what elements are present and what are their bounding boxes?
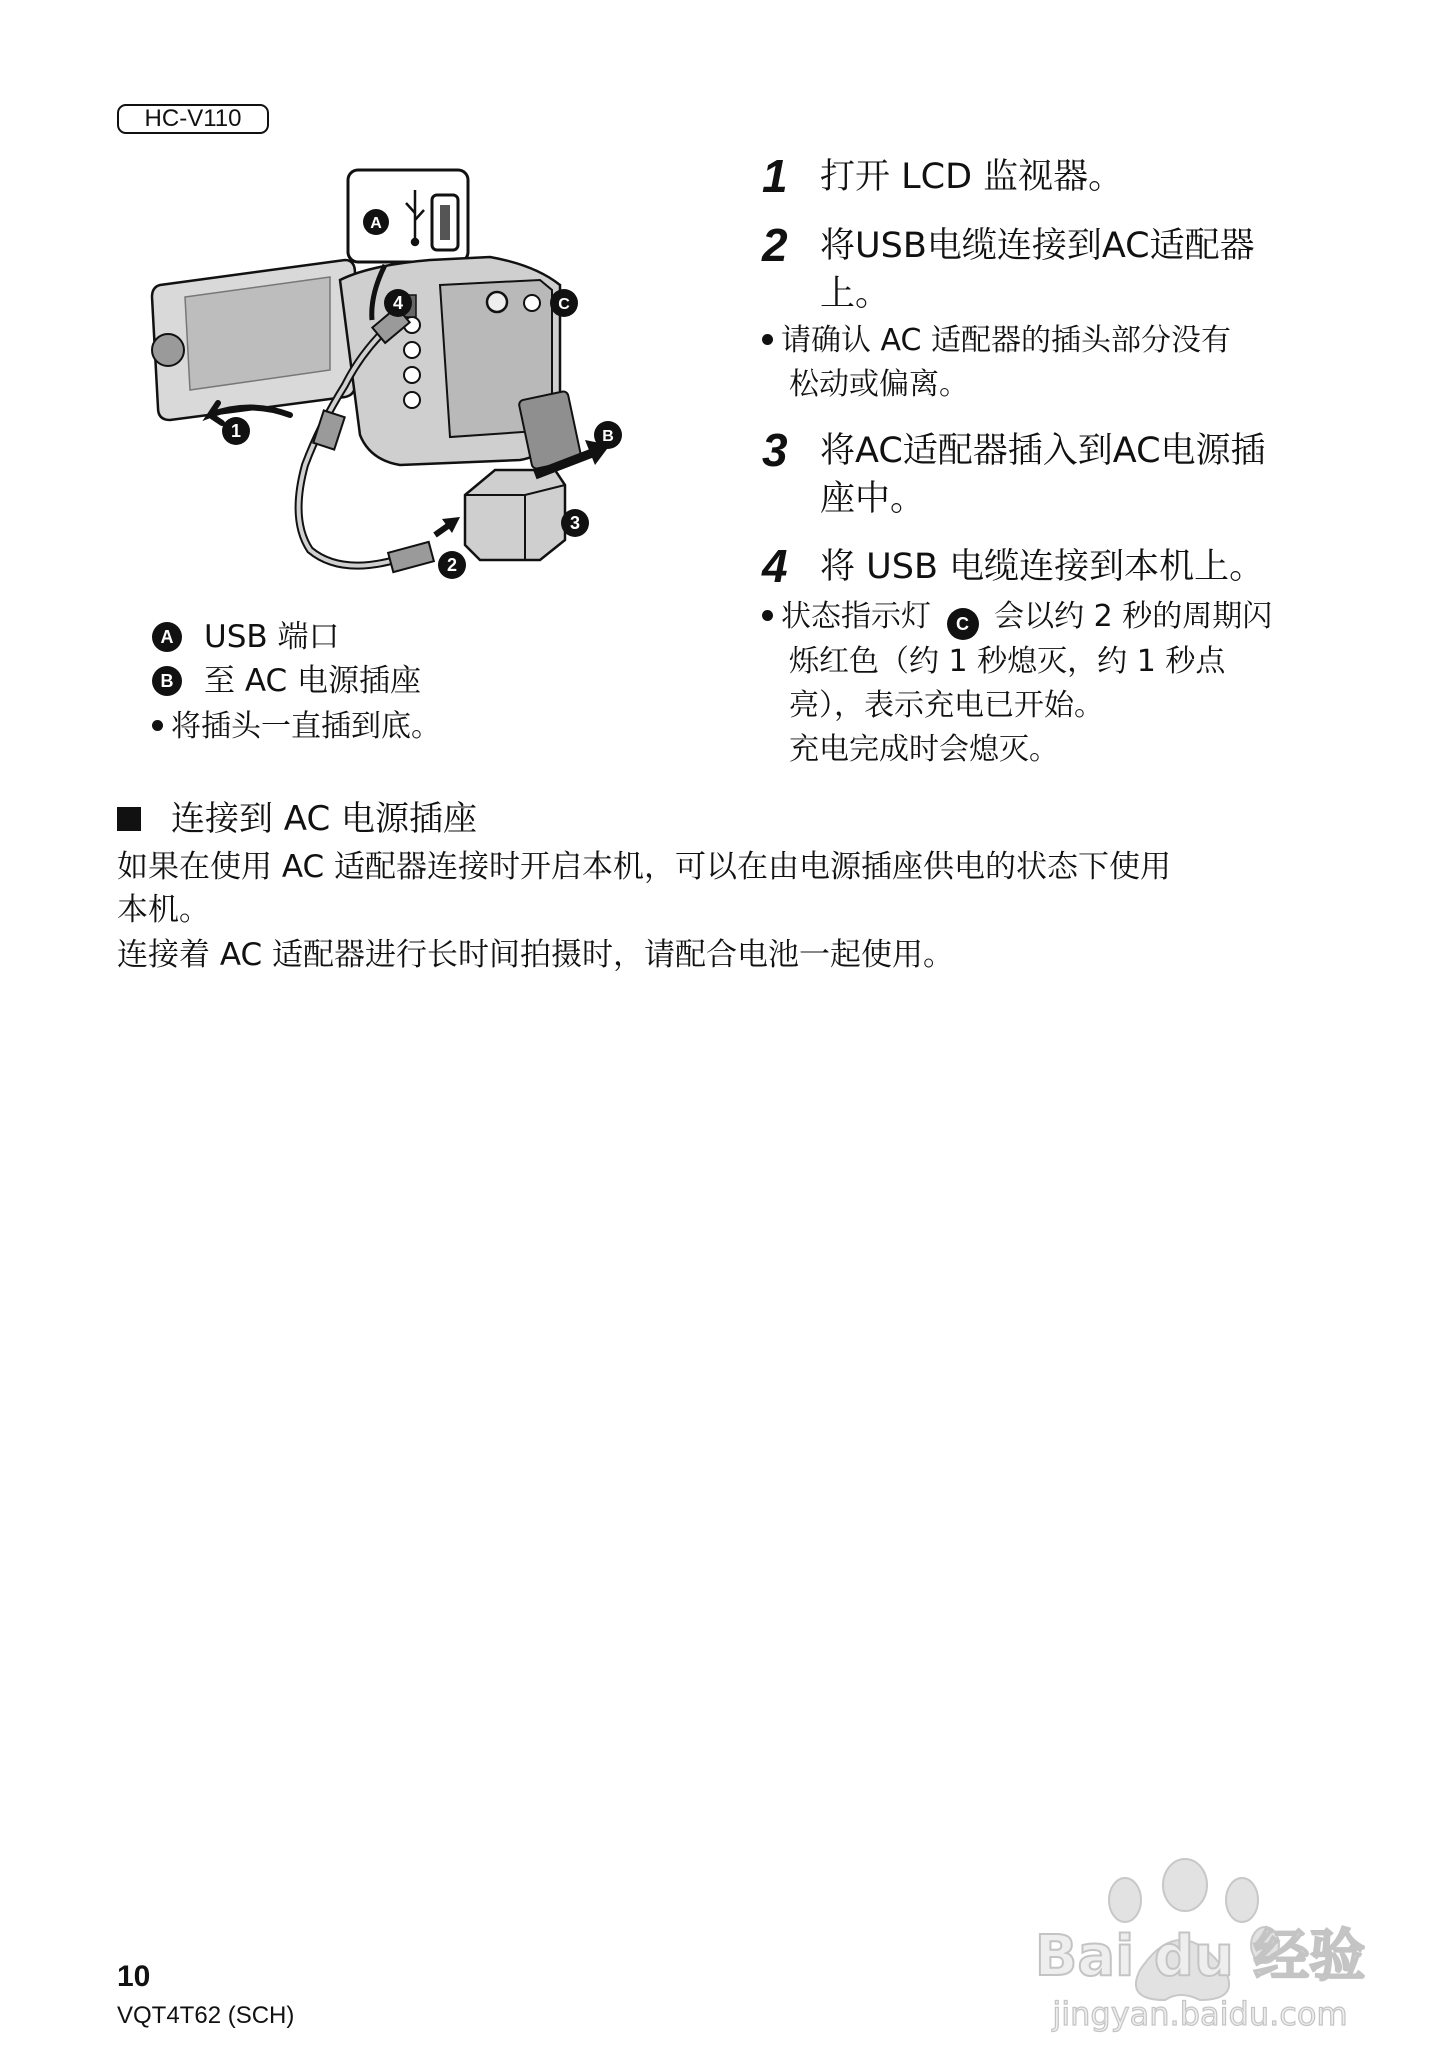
baidu-watermark-logo	[1030, 1840, 1370, 2040]
step-4-text: 将 USB 电缆连接到本机上。	[820, 547, 1265, 587]
badge-b: B	[152, 666, 182, 696]
step-2-note	[762, 319, 1362, 407]
section-paragraph-2: 连接着 AC 适配器进行长时间拍摄时，请配合电池一起使用。	[117, 937, 955, 973]
camera-connection-illustration	[140, 165, 700, 605]
bullet-dot	[152, 720, 163, 731]
step-4-note	[762, 595, 1362, 772]
step-1-number: 1	[762, 150, 788, 202]
caption-note	[152, 705, 441, 749]
marker-2: 2	[446, 555, 458, 575]
ac-adapter	[465, 470, 565, 560]
step-3	[762, 424, 1266, 523]
caption-usb-port-text: USB 端口	[204, 619, 340, 655]
page-number: 10	[117, 1960, 151, 1993]
model-tag: HC-V110	[117, 104, 269, 134]
step-1-text: 打开 LCD 监视器。	[820, 157, 1124, 197]
step-4-note-line-3: 亮），表示充电已开始。	[789, 688, 1104, 723]
caption-usb-port	[152, 617, 340, 657]
watermark-url: jingyan.baidu.com	[1052, 1995, 1348, 2033]
section-title-text: 连接到 AC 电源插座	[171, 799, 478, 839]
step-1	[762, 150, 1124, 202]
document-code: VQT4T62 (SCH)	[117, 2002, 295, 2029]
section-paragraph-1	[117, 846, 1347, 932]
caption-ac-outlet	[152, 661, 421, 701]
step-4-number: 4	[762, 540, 788, 592]
step-2-note-line-2: 松动或偏离。	[789, 367, 969, 402]
step-2-text: 将USB电缆连接到AC适配器 上。	[820, 226, 1255, 314]
callout-b-label: B	[602, 428, 614, 445]
step-4-note-after: 会以约 2 秒的周期闪	[984, 599, 1273, 634]
callout-c-label: C	[558, 296, 570, 313]
marker-1: 1	[230, 421, 242, 441]
lcd-screen	[185, 277, 330, 390]
badge-a: A	[152, 622, 182, 652]
status-lamp	[487, 292, 507, 312]
step-2-number: 2	[762, 219, 788, 271]
section-title	[117, 797, 477, 841]
bullet-dot	[762, 334, 773, 345]
marker-4: 4	[392, 293, 404, 313]
step-2	[762, 219, 1255, 318]
step-3-text: 将AC适配器插入到AC电源插 座中。	[820, 431, 1266, 519]
step-4	[762, 540, 1265, 592]
paragraph-1-line-1: 如果在使用 AC 适配器连接时开启本机，可以在由电源插座供电的状态下使用	[117, 849, 1172, 885]
lcd-button	[152, 334, 184, 366]
watermark-brand: Bai du 经验	[1034, 1924, 1366, 1989]
caption-note-text: 将插头一直插到底。	[171, 709, 441, 744]
step-3-number: 3	[762, 424, 788, 476]
caption-ac-outlet-text: 至 AC 电源插座	[204, 663, 422, 699]
callout-a-label: A	[370, 215, 382, 232]
step-4-note-line-4: 充电完成时会熄灭。	[789, 732, 1059, 767]
step-4-note-before: 状态指示灯	[781, 599, 941, 634]
paragraph-1-line-2: 本机。	[117, 892, 210, 928]
bullet-dot	[762, 610, 773, 621]
step-2-note-line-1: 请确认 AC 适配器的插头部分没有	[781, 323, 1232, 358]
section-square-icon	[117, 807, 141, 831]
badge-c: C	[947, 608, 979, 640]
step-4-note-line-2: 烁红色（约 1 秒熄灭，约 1 秒点	[789, 644, 1226, 679]
marker-3: 3	[569, 513, 581, 533]
